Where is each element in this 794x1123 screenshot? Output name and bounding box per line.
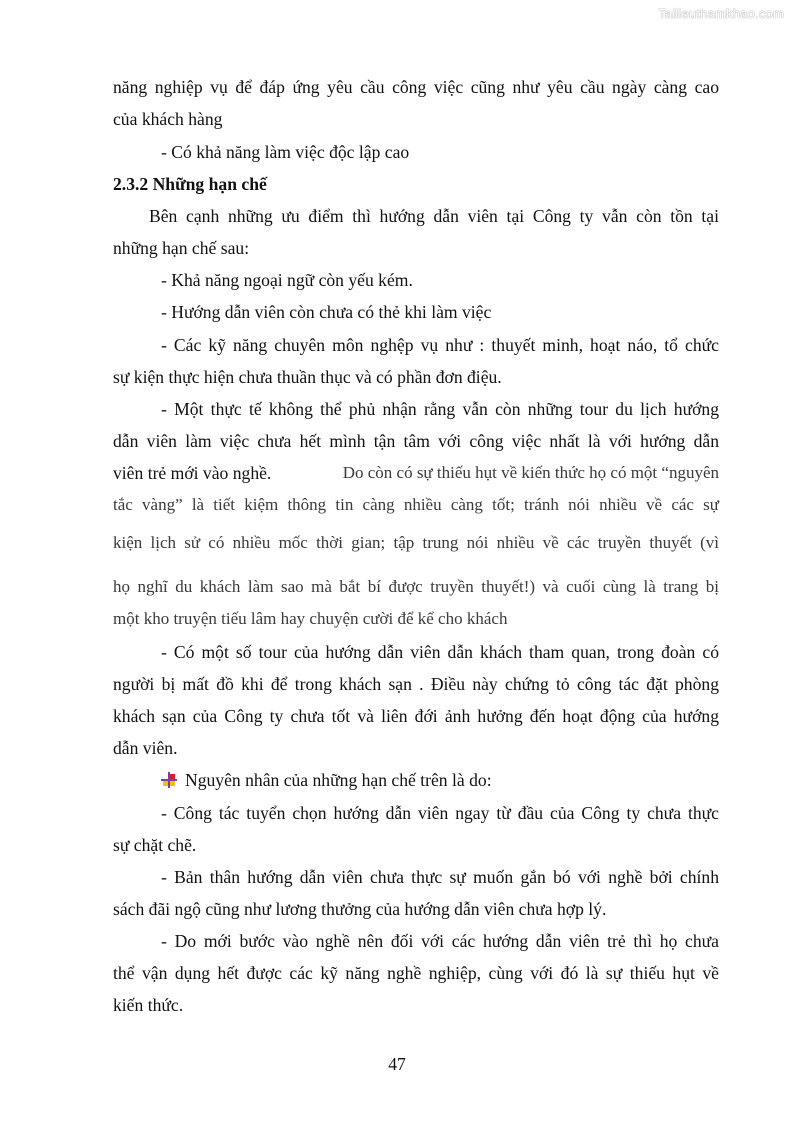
list-item: - Các kỹ năng chuyên môn nghệp vụ như : thuyết minh, hoạt náo, tổ chức — [161, 335, 719, 355]
paragraph-line: dẫn viên. — [113, 738, 178, 758]
paragraph-line: tắc vàng” là tiết kiệm thông tin càng nhiều càng tốt; tránh nói nhiều về các sự — [113, 495, 719, 514]
list-item: - Do mới bước vào nghề nên đối với các hướng dẫn viên trẻ thì họ chưa — [161, 931, 719, 951]
paragraph-segment: viên trẻ mới vào nghề. — [113, 463, 272, 483]
paragraph-line: sách đãi ngộ cũng như lương thưởng của hướng dẫn viên chưa hợp lý. — [113, 899, 607, 919]
paragraph-line: người bị mất đồ khi để trong khách sạn . Điều này chứng tỏ công tác đặt phòng — [113, 674, 719, 694]
paragraph-line: sự chặt chẽ. — [113, 835, 197, 855]
list-item: - Có một số tour của hướng dẫn viên dẫn khách tham quan, trong đoàn có — [161, 642, 719, 662]
page-number: 47 — [388, 1054, 406, 1074]
paragraph-line: khách sạn của Công ty chưa tốt và liên đới ảnh hưởng đến hoạt động của hướng — [113, 706, 719, 726]
paragraph-line: kiện lịch sử có nhiều mốc thời gian; tập trung nói nhiều về các truyền thuyết (vì — [113, 533, 719, 552]
paragraph-line — [113, 457, 719, 489]
bullet-text: Nguyên nhân của những hạn chế trên là do: — [185, 770, 492, 790]
bullet-line — [113, 764, 719, 796]
paragraph-line: sự kiện thực hiện chưa thuần thục và có phần đơn điệu. — [113, 367, 502, 387]
cross-bullet-icon — [161, 772, 177, 788]
list-item: - Một thực tế không thể phủ nhận rằng vẫn còn những tour du lịch hướng — [161, 399, 719, 419]
paragraph-line: thể vận dụng hết được các kỹ năng nghề nghiệp, cùng với đó là sự thiếu hụt về — [113, 963, 719, 983]
paragraph-line: của khách hàng — [113, 109, 223, 129]
list-item: - Công tác tuyển chọn hướng dẫn viên ngay từ đầu của Công ty chưa thực — [161, 803, 719, 823]
paragraph-line: dẫn viên làm việc chưa hết mình tận tâm với công việc nhất là với hướng dẫn — [113, 431, 719, 451]
list-item: - Khả năng ngoại ngữ còn yếu kém. — [161, 270, 413, 290]
list-item: - Hướng dẫn viên còn chưa có thẻ khi làm việc — [161, 302, 492, 322]
paragraph-line: Bên cạnh những ưu điểm thì hướng dẫn viên tại Công ty vẫn còn tồn tại — [149, 206, 719, 226]
paragraph-segment: Do còn có sự thiếu hụt về kiến thức họ có một “nguyên — [342, 463, 719, 482]
paragraph-line: những hạn chế sau: — [113, 238, 250, 258]
paragraph-line: kiến thức. — [113, 995, 184, 1015]
list-item: - Bản thân hướng dẫn viên chưa thực sự muốn gắn bó với nghề bởi chính — [161, 867, 719, 887]
watermark: Tailieuthamkhao.com — [658, 6, 784, 21]
list-item: - Có khả năng làm việc độc lập cao — [161, 142, 410, 162]
paragraph-line: năng nghiệp vụ để đáp ứng yêu cầu công việc cũng như yêu cầu ngày càng cao — [113, 77, 719, 97]
section-heading: 2.3.2 Những hạn chế — [113, 174, 267, 194]
paragraph-line: một kho truyện tiếu lâm hay chuyện cười để kể cho khách — [113, 609, 508, 628]
paragraph-line: họ nghĩ du khách làm sao mà bắt bí được truyền thuyết!) và cuối cùng là trang bị — [113, 577, 719, 596]
